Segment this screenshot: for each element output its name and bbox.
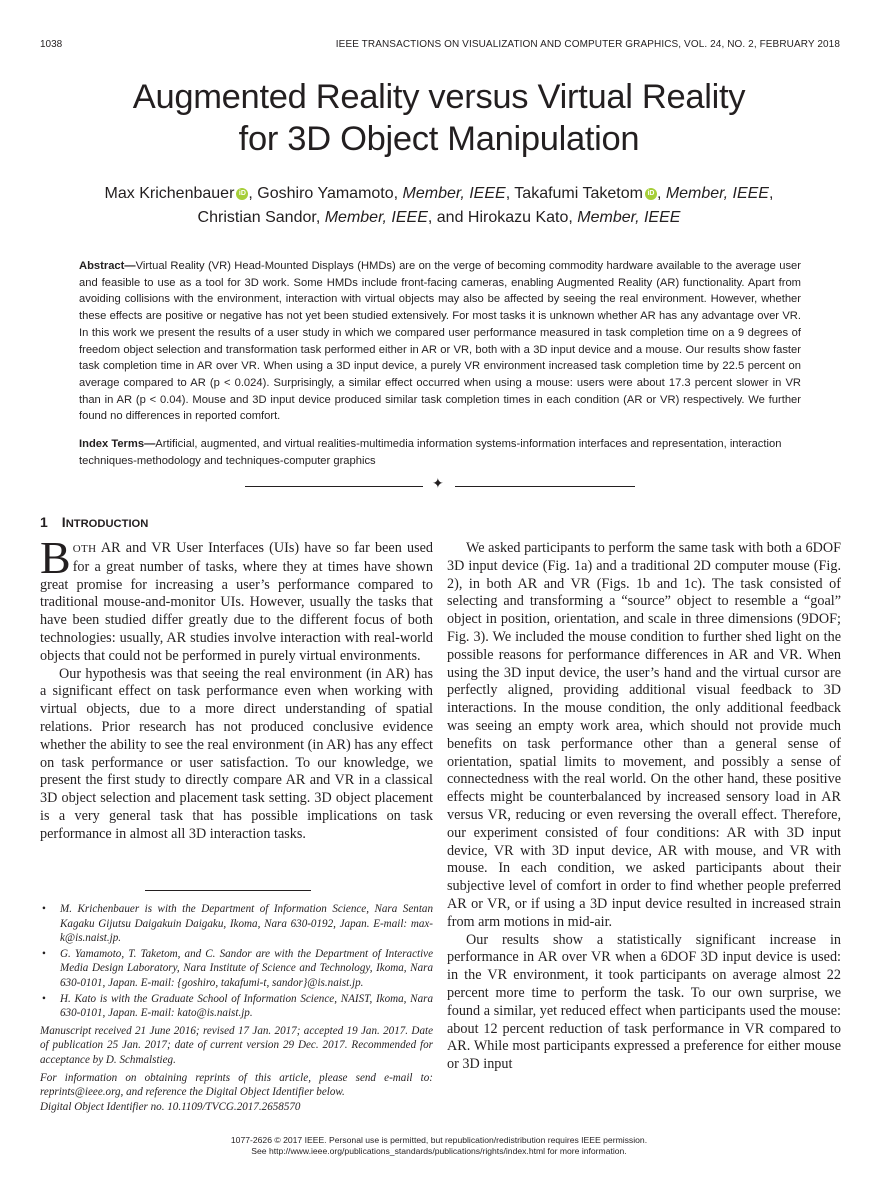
manuscript-info: Manuscript received 21 June 2016; revised 17 Jan. 2017; accepted 19 Jan. 2017. Date of publication 25 Jan. 2017; date of current version 29 Dec. 2017. Recommended for acceptance by D. Schmalstieg.	[40, 1024, 433, 1066]
footnote-text: M. Krichenbauer is with the Department of Information Science, Nara Sentan Kagaku Gijutsu Daigakuin Daigaku, Ikoma, Nara 630-0192, Japan. E-mail: max-k@is.naist.jp.	[60, 903, 433, 945]
orcid-icon[interactable]: iD	[236, 188, 248, 200]
doi-info: Digital Object Identifier no. 10.1109/TVCG.2017.2658570	[40, 1100, 301, 1113]
author-list	[40, 182, 838, 230]
footnote-text: H. Kato is with the Graduate School of Information Science, NAIST, Ikoma, Nara 630-0101, Japan. E-mail: kato@is.naist.jp.	[60, 992, 433, 1020]
abstract-label: Abstract—	[79, 260, 136, 272]
index-terms-label: Index Terms—	[79, 438, 156, 450]
abstract-text: Virtual Reality (VR) Head-Mounted Displays (HMDs) are on the verge of becoming commodity hardware available to the average user and feasible to use as a tool for 3D work. Some HMDs include front-facing cameras, enabling Augmented Reality (AR) functionality. Apart from avoiding collisions with the environment, interaction with virtual objects may also be affected by seeing the real environment. However, whether these effects are positive or negative has not yet been studied extensively. For most tasks it is unknown whether AR has any advantage over VR. In this work we present the results of a user study in which we compared user performance measured in task completion time on a 9 degrees of freedom object selection and transformation task performed either in AR or VR, both with a 3D input device and a mouse. Our results show faster task completion time in AR over VR. When using a 3D input device, a purely VR environment increased task completion time by 22.5 percent on average compared to AR (p < 0.024). Surprisingly, a similar effect occurred when using a mouse: users were about 17.3 percent slower in VR than in AR (p < 0.04). Mouse and 3D input device produced similar task completion times in each condition (AR or VR) respectively. We further found no differences in reported comfort.	[79, 260, 801, 423]
author-name: Christian Sandor,	[197, 209, 325, 226]
page-footer	[40, 1135, 838, 1157]
smallcaps-word: OTH	[72, 543, 97, 555]
bullet: •	[42, 903, 46, 915]
copyright-line: 1077-2626 © 2017 IEEE. Personal use is permitted, but republication/redistribution requires IEEE permission.	[230, 1135, 648, 1145]
abstract	[79, 258, 801, 425]
body-paragraph: Our results show a statistically significant increase in performance in AR over VR when a 6DOF 3D input device is used: in the VR environment, it took participants on average almost 22 percent more time to perform the task. To our own surprise, we found a similar, yet reduced effect when participants used the mouse: about 12 percent reduction of task performance in VR compared to AR. While most participants expressed a preference for either mouse or 3D input	[447, 931, 841, 1073]
author-role: Member, IEEE	[402, 185, 506, 202]
page-number: 1038	[40, 39, 63, 50]
footnote-text: G. Yamamoto, T. Taketom, and C. Sandor are with the Department of Interactive Media Design Laboratory, Nara Institute of Science and Technology, Ikoma, Nara 630-0101, Japan. E-mail: {goshiro, takafumi-t, sandor}@is.naist.jp.	[60, 947, 433, 989]
paragraph-text: AR and VR User Interfaces (UIs) have so far been used for a great number of tasks, where they at times have shown great promise for increasing a user’s performance compared to traditional mouse-and-monitor UIs. However, usually the tasks that have been studied differ greatly due to the different focus of both technologies: usually, AR studies involve interaction with real-world objects that could not be performed in purely virtual environments.	[40, 540, 433, 664]
author-separator: ,	[656, 185, 666, 202]
index-terms	[79, 436, 801, 469]
author-name: , and Hirokazu Kato,	[427, 209, 578, 226]
footnote-item	[40, 902, 433, 946]
title-line-1: Augmented Reality versus Virtual Reality	[132, 78, 746, 116]
section-heading	[40, 514, 148, 530]
section-number: 1	[40, 514, 48, 530]
author-role: Member, IEEE	[577, 209, 681, 226]
footnotes	[40, 902, 433, 1114]
author-role: Member, IEEE	[324, 209, 428, 226]
body-paragraph: Our hypothesis was that seeing the real environment (in AR) has a significant effect on task performance even when working with virtual objects, due to a more direct understanding of spatial relations. Prior research has not produced conclusive evidence whether the ability to see the real environment (in AR) has any effect on task performance or user satisfaction. To our knowledge, we present the first study to directly compare AR and VR in a classical 3D object selection and placement task setting. 3D object placement is a very general task that has possible implications on task performance in almost all 3D interaction tasks.	[40, 665, 433, 842]
journal-header: IEEE TRANSACTIONS ON VISUALIZATION AND COMPUTER GRAPHICS, VOL. 24, NO. 2, FEBRUARY 2018	[335, 39, 840, 50]
author-separator: ,	[768, 185, 774, 202]
footnote-item	[40, 992, 433, 1021]
author-name: Max Krichenbauer	[104, 185, 235, 202]
bullet: •	[42, 992, 46, 1005]
author-name: , Takafumi Taketom	[505, 185, 643, 202]
body-paragraph: We asked participants to perform the same task with both a 6DOF 3D input device (Fig. 1a) and a traditional 2D computer mouse (Fig. 2), in both AR and VR (Figs. 1b and 1c). The task consisted of selecting and transforming a “source” object to resemble a “goal” object in position, orientation, and scale in three dimensions (9DOF; Fig. 3). We included the mouse condition to further shed light on the possible reasons for performance differences in AR and VR. When using the 3D input device, the user’s hand and the virtual cursor are perfectly aligned, providing additional visual feedback to 3D interactions. In the mouse condition, the only additional feedback was seeing an empty work area, which should not provide much benefits on task performance other than a general sense of orientation, spatial limits to movement, and possibly a sense of connectedness with the real world. On the other hand, these positive effects might be counterbalanced by increased sensory load in AR versus VR, reducing or even reversing the overall effect. Therefore, our experiment consisted of four conditions: AR with 3D input device, VR with 3D input device, AR with mouse, and VR with mouse. In each condition, we asked participants about their subjective level of comfort in order to find whether people preferred AR or VR, or if using a 3D input device resulted in increased strain from arm motions in mid-air.	[447, 540, 841, 930]
orcid-icon[interactable]: iD	[645, 188, 657, 200]
body-paragraph	[40, 532, 433, 666]
title-line-2: for 3D Object Manipulation	[238, 120, 640, 158]
section-title-initial: I	[61, 514, 66, 530]
section-title-rest: NTRODUCTION	[65, 518, 149, 530]
author-name: , Goshiro Yamamoto,	[248, 185, 403, 202]
index-terms-text: Artificial, augmented, and virtual realities-multimedia information systems-information interfaces and representation, interaction techniques-methodology and techniques-computer graphics	[79, 438, 782, 467]
separator-star-icon: ✦	[432, 477, 444, 492]
footnote-rule	[145, 890, 311, 891]
body-column-right	[447, 540, 841, 1074]
footnote-item	[40, 947, 433, 991]
bullet: •	[42, 947, 46, 960]
separator-rule-right	[455, 486, 635, 487]
paper-title	[40, 76, 838, 160]
drop-cap: B	[40, 532, 71, 583]
rights-url-line: See http://www.ieee.org/publications_standards/publications/rights/index.html for more information.	[251, 1146, 627, 1156]
author-role: Member, IEEE	[665, 185, 769, 202]
reprints-info: For information on obtaining reprints of this article, please send e-mail to: reprints@ieee.org, and reference the Digital Object Identifier below.	[40, 1071, 433, 1099]
separator-rule-left	[245, 486, 423, 487]
body-column-left	[40, 532, 433, 844]
